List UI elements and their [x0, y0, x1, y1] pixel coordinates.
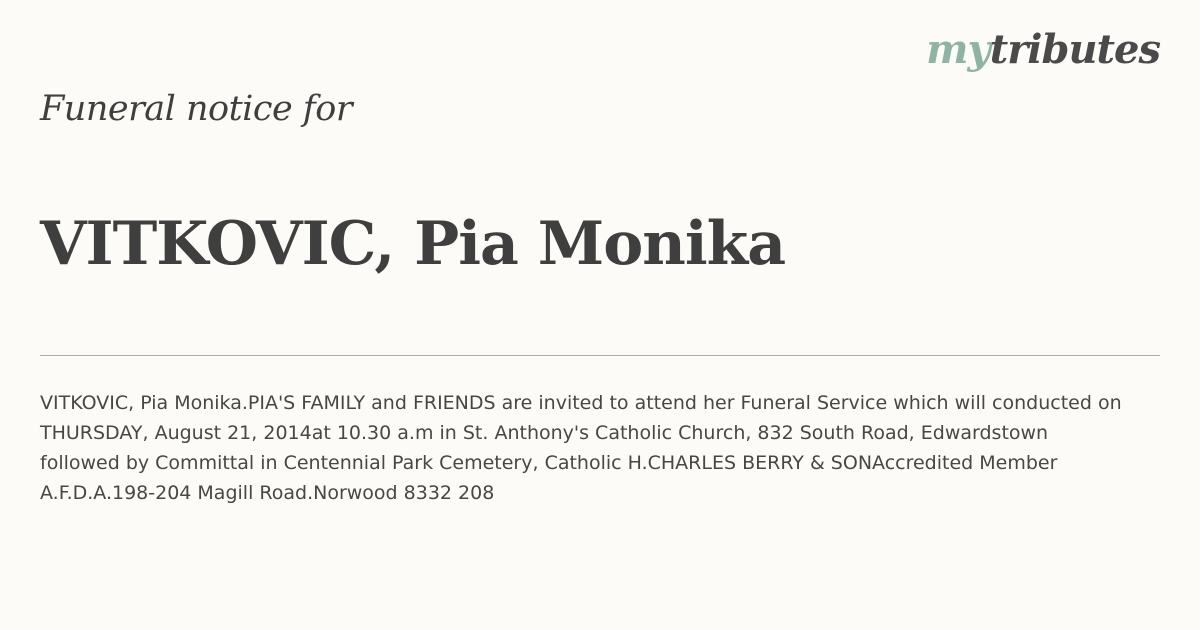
notice-kicker: Funeral notice for — [40, 89, 353, 129]
divider — [40, 355, 1160, 356]
logo-tributes-text: tributes — [989, 26, 1160, 73]
notice-body: VITKOVIC, Pia Monika.PIA'S FAMILY and FRIENDS are invited to attend her Funeral Service which will conducted on THURSDAY, August 21, 2014at 10.30 a.m in St. Anthony's Catholic Church, 832 South Road, Edwardstown followed by Committal in Centennial Park Cemetery, Catholic H.CHARLES BERRY & SONAccredited Member A.F.D.A.198-204 Magill Road.Norwood 8332 208 — [40, 392, 1122, 504]
deceased-name: VITKOVIC, Pia Monika — [40, 209, 786, 279]
mytributes-logo[interactable] — [926, 26, 1160, 73]
logo-my-text: my — [926, 26, 990, 73]
